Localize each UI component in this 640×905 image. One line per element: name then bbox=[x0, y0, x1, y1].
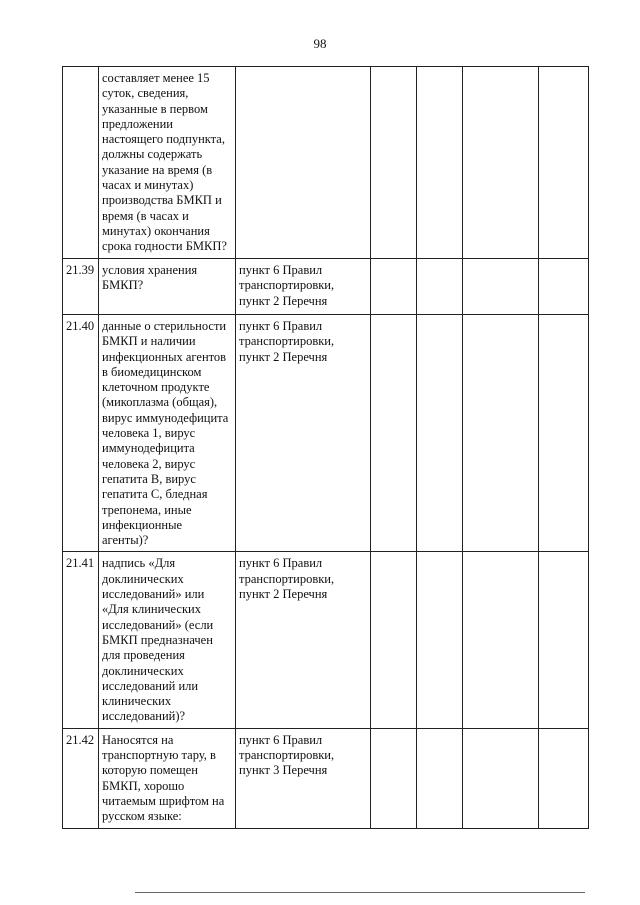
item-question: надпись «Для доклинических исследований» или «Для клинических исследований» (если БМКП предназначен для проведения доклинических исследований или клинических исследований)? bbox=[99, 552, 236, 728]
page-number: 98 bbox=[313, 36, 327, 51]
table-row bbox=[63, 67, 589, 259]
item-question: составляет менее 15 суток, сведения, указанные в первом предложении настоящего подпункта, должны содержать указание на время (в часах и минутах) производства БМКП и время (в часах и минутах) окончания срока годности БМКП? bbox=[99, 67, 236, 259]
answer-cell-na[interactable] bbox=[463, 259, 539, 315]
item-number: 21.39 bbox=[63, 259, 99, 315]
answer-cell-na[interactable] bbox=[463, 728, 539, 828]
table-row bbox=[63, 315, 589, 552]
answer-cell-note[interactable] bbox=[539, 552, 589, 728]
item-question: условия хранения БМКП? bbox=[99, 259, 236, 315]
item-number: 21.41 bbox=[63, 552, 99, 728]
item-reference: пункт 6 Правил транспортировки, пункт 3 Перечня bbox=[236, 728, 371, 828]
answer-cell-no[interactable] bbox=[417, 315, 463, 552]
answer-cell-no[interactable] bbox=[417, 67, 463, 259]
item-number bbox=[63, 67, 99, 259]
item-question: данные о стерильности БМКП и наличии инфекционных агентов в биомедицинском клеточном продукте (микоплазма (общая), вирус иммунодефицита человека 1, вирус иммунодефицита человека 2, вирус гепатита В, вирус гепатита С, бледная трепонема, иные инфекционные агенты)? bbox=[99, 315, 236, 552]
answer-cell-no[interactable] bbox=[417, 728, 463, 828]
answer-cell-yes[interactable] bbox=[371, 315, 417, 552]
item-reference: пункт 6 Правил транспортировки, пункт 2 Перечня bbox=[236, 259, 371, 315]
answer-cell-note[interactable] bbox=[539, 67, 589, 259]
answer-cell-yes[interactable] bbox=[371, 67, 417, 259]
item-number: 21.42 bbox=[63, 728, 99, 828]
answer-cell-na[interactable] bbox=[463, 67, 539, 259]
item-question: Наносятся на транспортную тару, в которую помещен БМКП, хорошо читаемым шрифтом на русском языке: bbox=[99, 728, 236, 828]
answer-cell-note[interactable] bbox=[539, 259, 589, 315]
answer-cell-no[interactable] bbox=[417, 552, 463, 728]
answer-cell-na[interactable] bbox=[463, 315, 539, 552]
table-row bbox=[63, 259, 589, 315]
bottom-rule bbox=[135, 892, 585, 893]
answer-cell-yes[interactable] bbox=[371, 552, 417, 728]
item-reference: пункт 6 Правил транспортировки, пункт 2 Перечня bbox=[236, 315, 371, 552]
answer-cell-note[interactable] bbox=[539, 728, 589, 828]
answer-cell-yes[interactable] bbox=[371, 728, 417, 828]
table-row bbox=[63, 728, 589, 828]
answer-cell-no[interactable] bbox=[417, 259, 463, 315]
answer-cell-yes[interactable] bbox=[371, 259, 417, 315]
item-reference bbox=[236, 67, 371, 259]
table-row bbox=[63, 552, 589, 728]
item-reference: пункт 6 Правил транспортировки, пункт 2 Перечня bbox=[236, 552, 371, 728]
answer-cell-na[interactable] bbox=[463, 552, 539, 728]
item-number: 21.40 bbox=[63, 315, 99, 552]
answer-cell-note[interactable] bbox=[539, 315, 589, 552]
checklist-table bbox=[62, 66, 589, 829]
